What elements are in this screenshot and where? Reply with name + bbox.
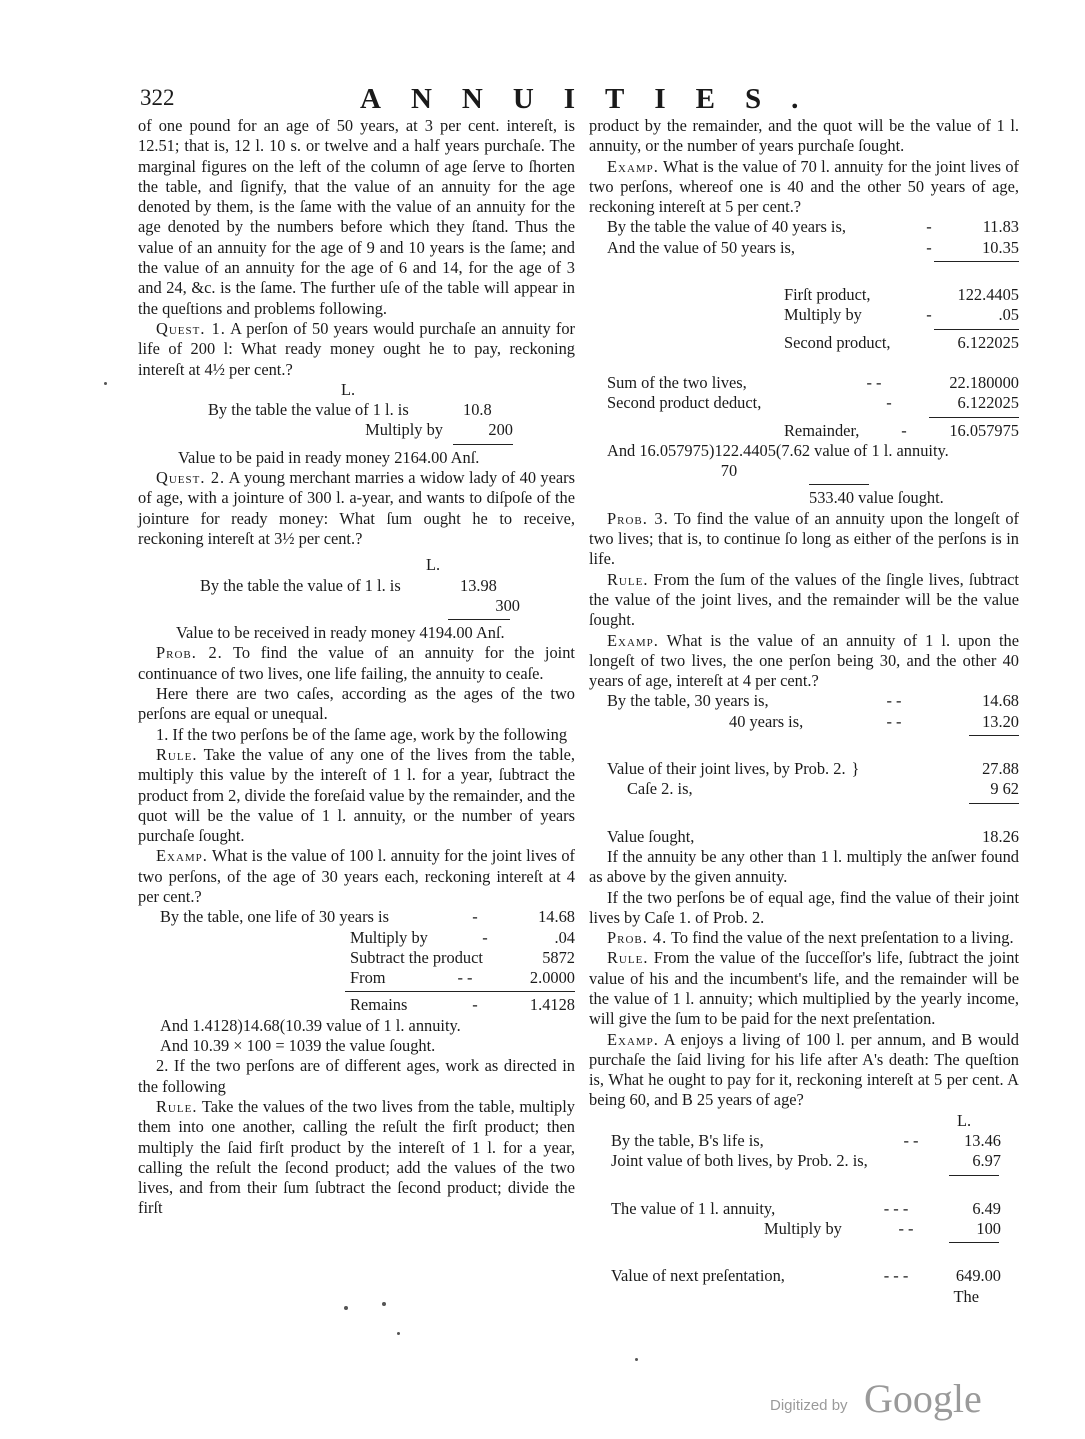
continuation: product by the remainder, and the quot will be the value of 1 l. annuity, or the number of years purchaſe ſought. bbox=[589, 116, 1019, 156]
calc-1-table bbox=[138, 907, 575, 1015]
q1-line-2-value: 200 bbox=[488, 420, 513, 440]
e2-multiply bbox=[589, 305, 1019, 325]
equal-age-note: If the two perſons be of equal age, find the value of their joint lives by Caſe 1. of Prob. 2. bbox=[589, 887, 1019, 927]
e2-row-label: By the table the value of 40 years is, bbox=[607, 217, 846, 237]
example-2 bbox=[589, 157, 1019, 218]
rule-3 bbox=[589, 570, 1019, 631]
e2-remainder bbox=[589, 421, 1019, 441]
calc-1-rule bbox=[345, 991, 575, 992]
example-3 bbox=[589, 631, 1019, 692]
e4-row-label: By the table, B's life is, bbox=[611, 1131, 764, 1151]
q2-line-2-value: 300 bbox=[495, 595, 520, 615]
problem-3 bbox=[589, 509, 1019, 570]
e2-first bbox=[589, 285, 1019, 305]
problem-4-text: To find the value of the next preſentation to a living. bbox=[667, 928, 1014, 948]
e4-row-dots: - - bbox=[903, 1131, 919, 1151]
calc-1-remains-value: 1.4128 bbox=[529, 995, 575, 1015]
e2-rule bbox=[934, 329, 1019, 330]
e3-row-label: By the table, 30 years is, bbox=[607, 691, 769, 711]
e2-row-value: 11.83 bbox=[982, 217, 1019, 237]
example-4 bbox=[589, 1030, 1019, 1111]
e4-multiply bbox=[589, 1219, 1001, 1239]
case-1: 1. If the two perſons be of the ſame age, work by the following bbox=[156, 724, 568, 744]
e4-rule bbox=[949, 1242, 999, 1243]
calc-1-row-value: .04 bbox=[554, 927, 575, 947]
calc-1-row bbox=[138, 928, 575, 948]
e3-row bbox=[589, 712, 1019, 732]
and-2: And 10.39 × 100 = 1039 the value ſought. bbox=[160, 1036, 436, 1056]
e2-multiply-dots: - bbox=[926, 305, 932, 325]
e3-sought-label: Value ſought, bbox=[607, 826, 695, 846]
e4-value-value: 6.49 bbox=[972, 1198, 1001, 1218]
cases-intro: Here there are two caſes, according as the ages of the two perſons are equal or unequal. bbox=[138, 684, 575, 724]
example-1-text: What is the value of 100 l. annuity for the joint lives of two perſons, of the age of 30 years each, reckoning intereſt at 4 per cent.? bbox=[138, 846, 575, 906]
catchword: The bbox=[953, 1286, 979, 1306]
example-4-calc bbox=[589, 1111, 1019, 1307]
e2-multiply-value: .05 bbox=[998, 305, 1019, 325]
e3-case bbox=[589, 779, 1019, 799]
calc-1-remains bbox=[138, 995, 575, 1015]
e3-sought-value: 18.26 bbox=[982, 826, 1019, 846]
e2-second bbox=[589, 333, 1019, 353]
e4-row-value: 6.97 bbox=[972, 1151, 1001, 1171]
q2-line-1 bbox=[138, 576, 520, 596]
q2-answer: Value to be received in ready money 4194.00 Anſ. bbox=[176, 623, 505, 643]
q2-rule bbox=[448, 619, 510, 620]
e3-row-dots: - - bbox=[886, 691, 902, 711]
calc-1-row-dots: - - bbox=[457, 968, 473, 988]
intro-paragraph: of one pound for an age of 50 years, at 3 per cent. intereſt, is 12.51; that is, 12 l. 10 s. or twelve and a half years purchaſe. The marginal figures on the left of the column of age ſerve to ſhorten the table, and ſignify, that the value of an annuity for the age denoted by them, is the ſame with the value of an annuity for the age denoted by the numbers before which they ſtand. Thus the value of an annuity for the age of 9 and 10 years is the ſame; and the value of an annuity for the age of 6 and 14, for the age of 3 and 24, &c. is the ſame. The further uſe of the table will appear in the queſtions and problems following. bbox=[138, 116, 575, 318]
rule-3-text: From the ſum of the values of the ſingle lives, ſubtract the value of the joint lives, and the remainder will be the value ſought. bbox=[589, 569, 1019, 630]
e2-remainder-value: 16.057975 bbox=[949, 420, 1019, 440]
calc-1-remains-dots: - bbox=[472, 995, 478, 1015]
example-2-head: Examp. bbox=[607, 156, 659, 176]
e3-row-label: 40 years is, bbox=[729, 711, 804, 731]
e3-joint-label: Value of their joint lives, by Prob. 2. bbox=[607, 759, 846, 779]
problem-3-text: To find the value of an annuity upon the longeſt of two lives; that is, to continue ſo long as either of the perſons is in life. bbox=[589, 508, 1019, 569]
left-column bbox=[138, 116, 575, 1219]
e2-row bbox=[589, 238, 1019, 258]
calc-1-row bbox=[138, 948, 575, 968]
e3-rule bbox=[969, 803, 1019, 804]
example-2-calc bbox=[589, 217, 1019, 508]
problem-2-text: To find the value of an annuity for the joint continuance of two lives, one life failing, the annuity to ceaſe. bbox=[138, 643, 575, 683]
q1-line-2 bbox=[138, 420, 513, 440]
e4-next bbox=[589, 1266, 1001, 1286]
e3-rule bbox=[969, 735, 1019, 736]
e4-multiply-value: 100 bbox=[976, 1218, 1001, 1238]
page-header bbox=[140, 83, 930, 115]
ink-speck bbox=[344, 1306, 348, 1310]
calc-1-row-label: By the table, one life of 30 years is bbox=[160, 907, 389, 927]
e4-next-dots: - - - bbox=[883, 1266, 909, 1286]
problem-2 bbox=[138, 643, 575, 684]
rule-4 bbox=[589, 948, 1019, 1029]
e2-row-label: And the value of 50 years is, bbox=[607, 237, 795, 257]
page-number: 322 bbox=[140, 85, 175, 110]
watermark-prefix: Digitized by bbox=[770, 1397, 848, 1414]
e2-first-value: 122.4405 bbox=[957, 285, 1019, 305]
e2-second-label: Second product, bbox=[784, 332, 891, 352]
e2-sum-dots: - - bbox=[866, 372, 882, 392]
e4-multiply-dots: - - bbox=[898, 1218, 914, 1238]
example-3-calc bbox=[589, 691, 1019, 846]
rule-1-head: Rule. bbox=[156, 744, 198, 764]
e4-row-value: 13.46 bbox=[964, 1131, 1001, 1151]
e2-second-value: 6.122025 bbox=[957, 332, 1019, 352]
rule-4-text: From the value of the ſucceſſor's life, ſubtract the joint value of his and the incumbent's life, and the remainder will be the value of 1 l. annuity; which multiplied by the yearly income, will give the ſum to be paid for the next preſentation. bbox=[589, 948, 1019, 1029]
e4-row bbox=[589, 1151, 1001, 1171]
question-1 bbox=[138, 319, 575, 380]
e4-next-label: Value of next preſentation, bbox=[611, 1266, 785, 1286]
e2-rule bbox=[809, 484, 869, 485]
e3-row-dots: - - bbox=[886, 711, 902, 731]
e2-remainder-dots: - bbox=[901, 420, 907, 440]
question-2-head: Quest. 2. bbox=[156, 468, 226, 488]
calc-1-row-label: Subtract the product bbox=[350, 947, 483, 967]
e3-sought bbox=[589, 827, 1019, 847]
e4-unit: L. bbox=[956, 1110, 972, 1130]
problem-2-head: Prob. 2. bbox=[156, 643, 223, 663]
rule-2-text: Take the values of the two lives from the table, multiply them into one another, calling the reſult the firſt product; then multiply the ſaid firſt product by the intereſt of 1 l. for a year, calling the reſult the ſecond product; add the values of the two lives, and from their ſum ſubtract the ſecond product; divide the firſt bbox=[138, 1096, 575, 1218]
e4-value bbox=[589, 1199, 1001, 1219]
e2-deduct-value: 6.122025 bbox=[957, 393, 1019, 413]
question-1-head: Quest. 1. bbox=[156, 318, 226, 338]
example-3-head: Examp. bbox=[607, 630, 659, 650]
calc-1-row-label: From bbox=[350, 968, 386, 988]
calc-1-row bbox=[138, 968, 575, 988]
e2-rule bbox=[929, 417, 1019, 418]
right-column bbox=[589, 116, 1019, 1307]
q1-answer: Value to be paid in ready money 2164.00 Anſ. bbox=[178, 447, 480, 467]
q2-unit: L. bbox=[425, 555, 441, 575]
question-2-text: A young merchant marries a widow lady of 40 years of age, with a jointure of 300 l. a-year, and wants to diſpoſe of the jointure for ready money: What ſum ought he to receive, reckoning intereſt at 3½ per cent.? bbox=[138, 468, 576, 548]
rule-1 bbox=[138, 745, 575, 846]
ink-speck bbox=[104, 382, 107, 385]
example-1-head: Examp. bbox=[156, 846, 208, 866]
calc-1-row-value: 2.0000 bbox=[529, 968, 575, 988]
google-logo: Google bbox=[864, 1376, 982, 1421]
q1-line-2-label: Multiply by bbox=[365, 420, 443, 440]
question-2 bbox=[138, 468, 575, 549]
e4-multiply-label: Multiply by bbox=[764, 1218, 842, 1238]
q1-line-1-label: By the table the value of 1 l. is bbox=[208, 400, 409, 420]
calc-1-row-value: 14.68 bbox=[538, 907, 575, 927]
e2-rule bbox=[934, 261, 1019, 262]
example-4-head: Examp. bbox=[607, 1029, 659, 1049]
e2-row-value: 10.35 bbox=[982, 237, 1019, 257]
e3-case-label: Caſe 2. is, bbox=[627, 779, 693, 799]
e3-joint bbox=[589, 759, 1019, 779]
e3-sum-value: 27.88 bbox=[982, 759, 1019, 779]
e4-rule bbox=[949, 1175, 999, 1176]
calc-1-remains-label: Remains bbox=[350, 995, 408, 1015]
and-1: And 1.4128)14.68(10.39 value of 1 l. annuity. bbox=[160, 1015, 461, 1035]
e3-row bbox=[589, 691, 1019, 711]
example-3-text: What is the value of an annuity of 1 l. upon the longeſt of two lives, the one perſon being 30, and the other 40 years of age, intereſt at 4 per cent.? bbox=[589, 630, 1019, 691]
ink-speck bbox=[635, 1358, 638, 1361]
e3-row-value: 14.68 bbox=[982, 691, 1019, 711]
problem-4 bbox=[589, 928, 1019, 948]
e2-sum bbox=[589, 373, 1019, 393]
e2-row-dots: - bbox=[926, 237, 932, 257]
q1-unit: L. bbox=[340, 379, 356, 399]
digitized-watermark bbox=[770, 1375, 1000, 1419]
q2-line-1-label: By the table the value of 1 l. is bbox=[200, 575, 401, 595]
q1-rule bbox=[453, 444, 513, 445]
example-1 bbox=[138, 846, 575, 907]
q1-line-1 bbox=[138, 400, 513, 420]
e4-row bbox=[589, 1131, 1001, 1151]
brace-icon: } bbox=[851, 759, 860, 779]
e3-joint-value: 9 62 bbox=[990, 779, 1019, 799]
e2-deduct-dots: - bbox=[886, 393, 892, 413]
e2-deduct-label: Second product deduct, bbox=[607, 393, 762, 413]
q2-line-1-value: 13.98 bbox=[460, 575, 497, 595]
running-head: ANNUITIES. bbox=[360, 83, 829, 115]
calc-1-row-dots: - bbox=[472, 907, 478, 927]
e4-row-label: Joint value of both lives, by Prob. 2. is, bbox=[611, 1151, 868, 1171]
question-1-text: A perſon of 50 years would purchaſe an annuity for life of 200 l: What ready money ought he to pay, reckoning intereſt at 4½ per cent.? bbox=[138, 318, 575, 379]
calc-1-row bbox=[138, 907, 575, 927]
problem-4-head: Prob. 4. bbox=[607, 928, 668, 948]
e2-result: 533.40 value ſought. bbox=[809, 488, 944, 508]
rule-2 bbox=[138, 1097, 575, 1219]
e2-multiplier: 70 bbox=[720, 461, 738, 481]
rule-2-head: Rule. bbox=[156, 1096, 198, 1116]
e2-division: And 16.057975)122.4405(7.62 value of 1 l. annuity. bbox=[607, 440, 949, 460]
e2-sum-label: Sum of the two lives, bbox=[607, 372, 747, 392]
ink-speck bbox=[397, 1332, 400, 1335]
q2-line-2 bbox=[138, 596, 520, 616]
any-other-annuity: If the annuity be any other than 1 l. multiply the anſwer found as above by the given annuity. bbox=[589, 846, 1019, 887]
e2-multiply-label: Multiply by bbox=[784, 305, 862, 325]
problem-3-head: Prob. 3. bbox=[607, 508, 669, 528]
case-2: 2. If the two perſons are of different ages, work as directed in the following bbox=[138, 1056, 575, 1096]
e2-row bbox=[589, 217, 1019, 237]
rule-1-text: Take the value of any one of the lives from the table, multiply this value by the intereſt of 1 l. for a year, ſubtract the product from 2, divide the foreſaid value by the remainder, and the quot will be the value of 1 l. annuity, or the number of years purchaſe ſought. bbox=[138, 744, 575, 846]
e2-remainder-label: Remainder, bbox=[784, 420, 860, 440]
e2-deduct bbox=[589, 393, 1019, 413]
e4-value-dots: - - - bbox=[883, 1198, 909, 1218]
example-4-text: A enjoys a living of 100 l. per annum, and B would purchaſe the ſaid living for his life after A's death: The queſtion is, What he ought to pay for it, reckoning intereſt at 5 per cent. A being 60, and B 25 years of age? bbox=[589, 1029, 1019, 1110]
ink-speck bbox=[382, 1302, 386, 1306]
rule-3-head: Rule. bbox=[607, 569, 649, 589]
e2-row-dots: - bbox=[926, 217, 932, 237]
e4-value-label: The value of 1 l. annuity, bbox=[611, 1198, 776, 1218]
example-2-text: What is the value of 70 l. annuity for the joint lives of two perſons, whereof one is 40 and the other 50 years of age, reckoning intereſt at 5 per cent.? bbox=[589, 156, 1019, 217]
e2-sum-value: 22.180000 bbox=[949, 372, 1019, 392]
calc-1-row-label: Multiply by bbox=[350, 927, 428, 947]
e4-next-value: 649.00 bbox=[955, 1266, 1001, 1286]
rule-4-head: Rule. bbox=[607, 948, 649, 968]
calc-1-row-value: 5872 bbox=[542, 947, 575, 967]
calc-1-row-dots: - bbox=[482, 927, 488, 947]
e3-row-value: 13.20 bbox=[982, 711, 1019, 731]
e2-first-label: Firſt product, bbox=[784, 285, 871, 305]
q1-line-1-value: 10.8 bbox=[463, 400, 492, 420]
